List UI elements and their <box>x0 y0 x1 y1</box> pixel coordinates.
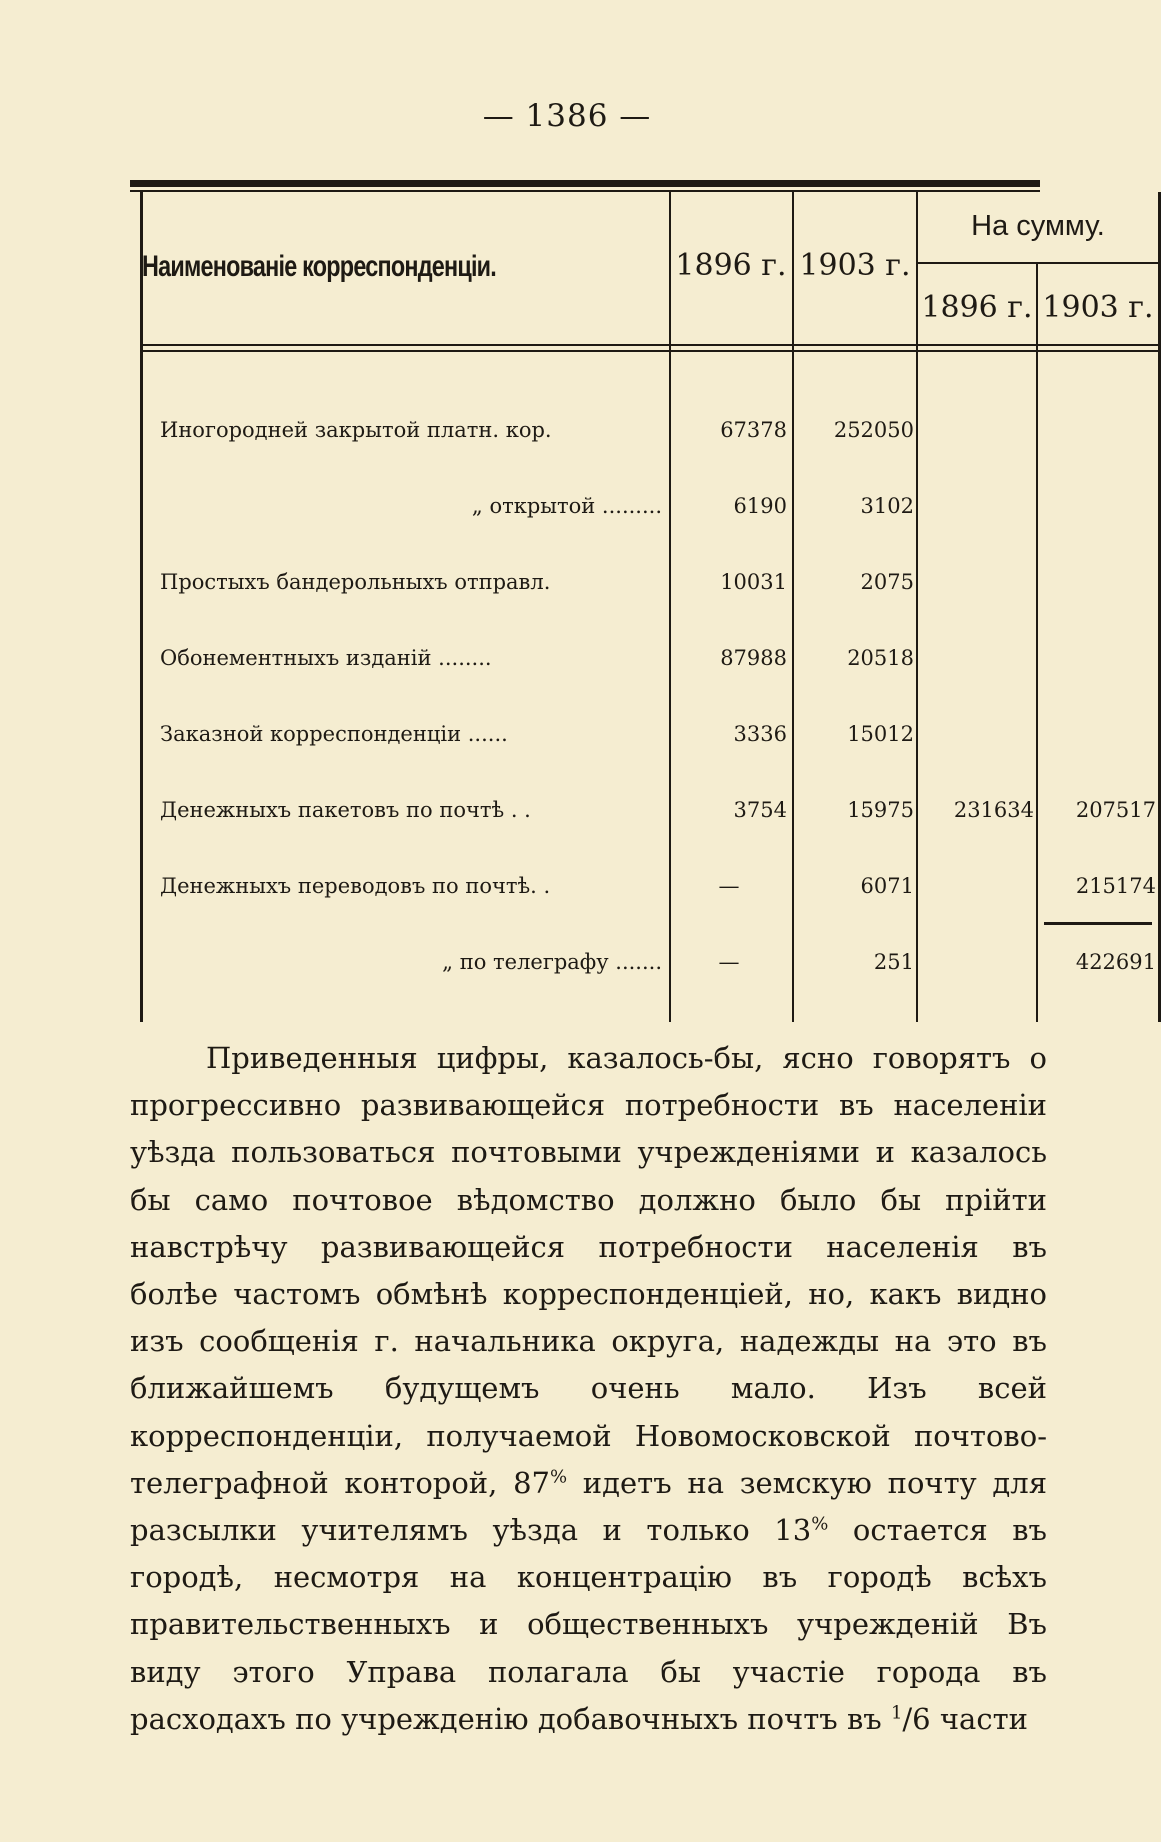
row-label: Заказной корреспонденціи ...... <box>160 722 508 746</box>
header-sum-year-1896: 1896 г. <box>921 290 1033 325</box>
body-paragraph <box>130 1035 1047 1743</box>
row-1903: 6071 <box>860 874 914 898</box>
header-bottom-rule <box>140 344 1160 346</box>
percent-sign-2: % <box>811 1513 829 1535</box>
row-label: Простыхъ бандерольныхъ отправл. <box>160 570 551 594</box>
row-1896: 3754 <box>733 798 787 822</box>
row-1896: 3336 <box>733 722 787 746</box>
percent-87: 87 <box>513 1465 550 1500</box>
sum-total-rule <box>1044 922 1152 925</box>
row-1903: 3102 <box>860 494 914 518</box>
row-sum-1903: 207517 <box>1075 798 1156 822</box>
row-sum-1903: 422691 <box>1075 950 1156 974</box>
paragraph-text <box>130 1035 1047 1743</box>
row-1896: — <box>718 874 740 898</box>
fraction-denominator: /6 <box>902 1701 931 1736</box>
row-sum-1903: 215174 <box>1075 874 1156 898</box>
header-bottom-rule-2 <box>140 350 1160 352</box>
percent-13: 13 <box>774 1513 812 1548</box>
row-label: Обонементныхъ изданій ........ <box>160 646 492 670</box>
row-1896: 10031 <box>720 570 787 594</box>
row-1903: 252050 <box>833 418 914 442</box>
header-year-1903: 1903 г. <box>799 248 911 283</box>
row-label: Денежныхъ переводовъ по почтѣ. . <box>160 874 551 898</box>
row-label: „ открытой ......... <box>471 494 662 518</box>
sum-subheader-rule <box>916 262 1160 264</box>
correspondence-table <box>130 180 1156 1022</box>
row-1903: 15012 <box>847 722 914 746</box>
header-sum-title: На сумму. <box>971 210 1105 242</box>
row-1896: 87988 <box>720 646 787 670</box>
table-row <box>130 494 1040 534</box>
table-top-rule <box>130 180 1040 187</box>
header-sum-year-1903: 1903 г. <box>1042 290 1154 325</box>
row-label: „ по телеграфу ....... <box>442 950 662 974</box>
table-row <box>130 646 1040 686</box>
row-1903: 2075 <box>860 570 914 594</box>
table-row <box>130 722 1040 762</box>
table-row <box>130 418 1040 458</box>
text-part-1: Приведенныя цифры, казалось-бы, ясно говорятъ о прогрессивно развивающейся потребности въ населеніи уѣзда пользоваться почтовыми учрежденіями и казалось бы само почтовое вѣдомство должно было бы прійти навстрѣчу развивающейся потребности населенія въ болѣе частомъ обмѣнѣ корреспонденціей, но, какъ видно изъ сообщенія г. начальника округа, надежды на это въ ближайшемъ будущемъ очень мало. Изъ всей корреспонденціи, получаемой Новомосковской почтово-телеграфной конторой, <box>130 1041 1047 1500</box>
row-1903: 251 <box>873 950 914 974</box>
row-1896: — <box>718 950 740 974</box>
fraction-numerator: 1 <box>890 1702 903 1724</box>
text-part-4: части <box>930 1701 1028 1736</box>
percent-sign-1: % <box>549 1466 568 1488</box>
table-row <box>130 950 1156 990</box>
row-1903: 20518 <box>847 646 914 670</box>
row-1896: 6190 <box>733 494 787 518</box>
header-name: Наименованіе корреспонденціи. <box>142 250 497 283</box>
text-part-3: остается въ городѣ, несмотря на концентрацію въ городѣ всѣхъ правительственныхъ и общественныхъ учрежденій Въ виду этого Управа полагала бы участіе города въ расходахъ по учрежденію добавочныхъ почтъ въ <box>130 1513 1047 1736</box>
row-label: Денежныхъ пакетовъ по почтѣ . . <box>160 798 531 822</box>
table-row <box>130 874 1156 914</box>
page-number: — 1386 — <box>482 98 652 134</box>
row-label: Иногородней закрытой платн. кор. <box>160 418 552 442</box>
text-part-2: идетъ на земскую почту для разсылки учителямъ уѣзда и только <box>130 1465 1047 1548</box>
header-year-1896: 1896 г. <box>675 248 787 283</box>
table-row <box>130 798 1156 838</box>
table-row <box>130 570 1040 610</box>
table-top-rule-thin <box>130 190 1040 192</box>
row-1903: 15975 <box>847 798 914 822</box>
row-1896: 67378 <box>720 418 787 442</box>
row-sum-1896: 231634 <box>953 798 1034 822</box>
